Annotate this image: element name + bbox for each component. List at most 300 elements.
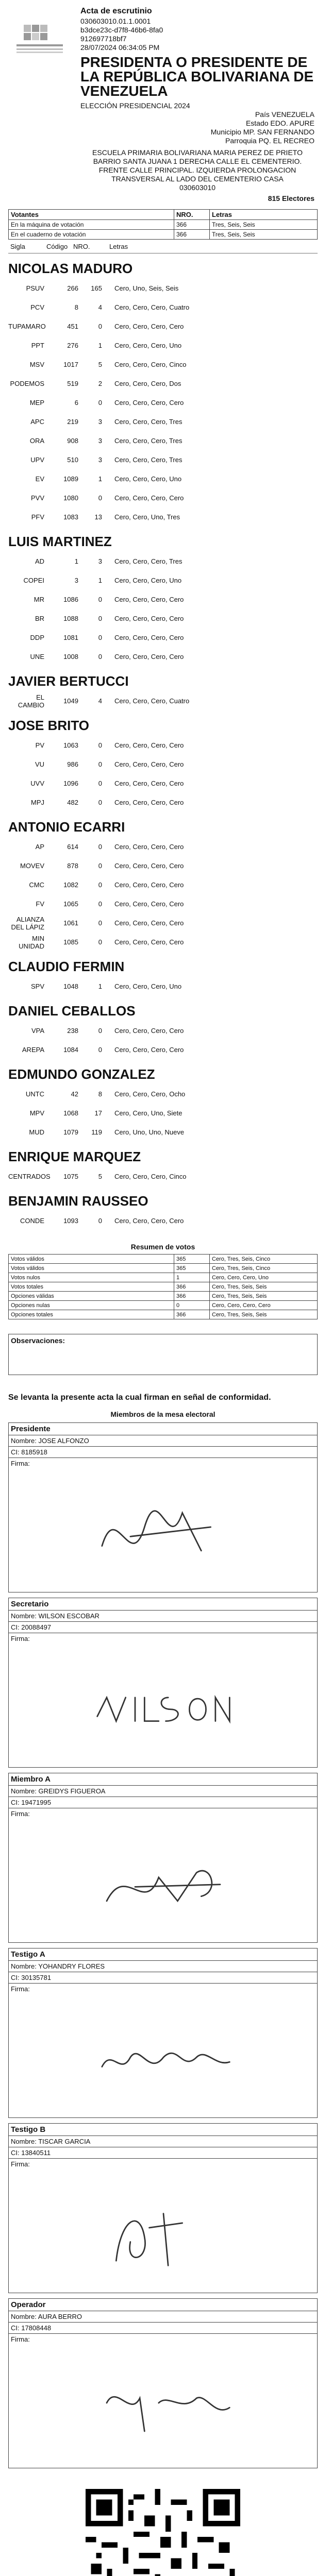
party-votes-letras: Cero, Cero, Cero, Cero [114, 1046, 184, 1054]
party-sigla: ALIANZA DEL LÁPIZ [11, 915, 44, 931]
party-votes-letras: Cero, Cero, Cero, Cinco [114, 1173, 187, 1180]
party-votes: 4 [98, 303, 102, 311]
col-nro: NRO. [174, 210, 210, 220]
party-votes-letras: Cero, Cero, Cero, Cero [114, 862, 184, 870]
member-name: Nombre: YOHANDRY FLORES [9, 1961, 317, 1972]
party-sigla: PODEMOS [10, 380, 44, 387]
member-card [8, 1773, 318, 1943]
party-votes: 3 [98, 456, 102, 464]
party-vote-row [8, 793, 318, 812]
party-votes-letras: Cero, Cero, Cero, Cero [114, 653, 184, 660]
candidate-name: JOSE BRITO [8, 718, 90, 733]
party-code: 1065 [63, 900, 78, 908]
party-votes-letras: Cero, Cero, Cero, Cero [114, 779, 184, 787]
col-letras: Letras [210, 210, 318, 220]
party-sigla: MUD [29, 1128, 44, 1136]
col-votantes: Votantes [9, 210, 174, 220]
party-votes-letras: Cero, Cero, Cero, Cuatro [114, 697, 190, 705]
acta-hash-1: b3dce23c-d7f8-46b6-8fa0 [80, 26, 163, 34]
party-vote-row [8, 1123, 318, 1142]
party-code: 878 [67, 862, 78, 870]
party-vote-row [8, 298, 318, 317]
party-vote-row [8, 488, 318, 507]
member-role: Testigo B [9, 2124, 317, 2136]
qr-code [86, 2489, 240, 2576]
member-role: Miembro A [9, 1773, 317, 1786]
party-sigla: MEP [29, 399, 44, 406]
country: País VENEZUELA [255, 110, 314, 118]
party-votes: 1 [98, 342, 102, 349]
party-votes: 0 [98, 596, 102, 603]
firma-label: Firma: [11, 1635, 30, 1642]
party-vote-row [8, 894, 318, 913]
party-votes: 1 [98, 577, 102, 584]
handwritten-signature [81, 2346, 246, 2460]
voters-table [8, 209, 318, 240]
party-vote-row [8, 590, 318, 609]
party-vote-row [8, 933, 318, 952]
party-code: 8 [74, 303, 78, 311]
party-votes: 4 [98, 697, 102, 705]
party-sigla: EV [35, 475, 44, 483]
party-vote-row [8, 450, 318, 469]
party-code: 1048 [63, 982, 78, 990]
col-letras-votes: Letras [109, 242, 128, 250]
party-vote-row [8, 1211, 318, 1230]
party-votes: 13 [94, 513, 102, 521]
party-votes: 3 [98, 557, 102, 565]
party-code: 614 [67, 843, 78, 851]
party-code: 482 [67, 799, 78, 806]
center-code: 030603010 [179, 183, 216, 192]
party-votes-letras: Cero, Cero, Cero, Tres [114, 437, 182, 445]
party-votes-letras: Cero, Cero, Cero, Cero [114, 323, 184, 330]
candidates-column-header [8, 240, 318, 253]
member-card [8, 1948, 318, 2118]
member-role: Presidente [9, 1423, 317, 1435]
summary-label: Votos nulos [9, 1273, 174, 1282]
party-votes-letras: Cero, Cero, Cero, Uno [114, 475, 182, 483]
acta-page [8, 0, 318, 2576]
party-vote-row [8, 412, 318, 431]
party-vote-row [8, 1021, 318, 1040]
party-sigla: BR [35, 615, 44, 622]
party-code: 1061 [63, 919, 78, 927]
party-votes-letras: Cero, Cero, Cero, Cero [114, 596, 184, 603]
party-code: 1008 [63, 653, 78, 660]
party-sigla: MPV [29, 1109, 44, 1117]
summary-label: Opciones válidas [9, 1292, 174, 1301]
signature-area [9, 2159, 317, 2293]
party-votes: 0 [98, 399, 102, 406]
party-code: 1084 [63, 1046, 78, 1054]
party-votes: 3 [98, 418, 102, 426]
party-votes-letras: Cero, Cero, Cero, Uno [114, 982, 182, 990]
party-votes-letras: Cero, Cero, Cero, Cero [114, 843, 184, 851]
party-code: 1049 [63, 697, 78, 705]
state: Estado EDO. APURE [245, 119, 314, 127]
party-vote-row [8, 317, 318, 336]
party-code: 3 [74, 577, 78, 584]
handwritten-signature [81, 1470, 246, 1584]
party-votes-letras: Cero, Cero, Cero, Cero [114, 399, 184, 406]
handwritten-signature [81, 2171, 246, 2284]
member-ci: CI: 13840511 [9, 2147, 317, 2159]
party-sigla: APC [30, 418, 44, 426]
party-sigla: MPJ [31, 799, 44, 806]
party-code: 986 [67, 760, 78, 768]
party-code: 1075 [63, 1173, 78, 1180]
summary-letras: Cero, Tres, Seis, Seis [210, 1282, 318, 1292]
candidate-name: NICOLAS MADURO [8, 261, 133, 276]
party-votes: 1 [98, 475, 102, 483]
party-code: 908 [67, 437, 78, 445]
party-votes: 0 [98, 615, 102, 622]
party-vote-row [8, 1167, 318, 1186]
signature-area [9, 1458, 317, 1592]
municipality: Municipio MP. SAN FERNANDO [210, 128, 314, 136]
party-vote-row [8, 837, 318, 856]
voting-center: ESCUELA PRIMARIA BOLIVARIANA MARIA PEREZ DE PRIETO BARRIO SANTA JUANA 1 DERECHA CALLE EL CEMENTERIO. FRENTE CALLE PRINCIPAL. IZQUIERDA PROLONGACION TRANSVERSAL AL LADO DEL CEMENTERIO CASA [92, 148, 303, 183]
election-name: ELECCIÓN PRESIDENCIAL 2024 [80, 101, 190, 110]
member-role: Secretario [9, 1598, 317, 1611]
party-votes-letras: Cero, Cero, Cero, Cero [114, 760, 184, 768]
party-sigla: DDP [30, 634, 44, 641]
electors-count: 815 Electores [268, 194, 314, 202]
signature-area [9, 2334, 317, 2468]
member-card [8, 1598, 318, 1768]
summary-row [9, 1273, 318, 1282]
party-votes-letras: Cero, Cero, Cero, Cero [114, 799, 184, 806]
party-code: 1068 [63, 1109, 78, 1117]
summary-row [9, 1301, 318, 1310]
party-sigla: PPT [31, 342, 44, 349]
party-sigla: TUPAMARO [8, 323, 46, 330]
party-sigla: PVV [30, 494, 44, 502]
summary-nro: 0 [174, 1301, 210, 1310]
party-votes: 165 [91, 284, 102, 292]
party-vote-row [8, 691, 318, 710]
summary-row [9, 1264, 318, 1273]
party-sigla: UNE [30, 653, 44, 660]
party-votes: 2 [98, 380, 102, 387]
party-sigla: UNTC [25, 1090, 44, 1098]
party-vote-row [8, 374, 318, 393]
candidate-name: ENRIQUE MARQUEZ [8, 1149, 141, 1164]
party-sigla: AP [35, 843, 44, 851]
party-votes: 0 [98, 1217, 102, 1225]
summary-letras: Cero, Tres, Seis, Seis [210, 1310, 318, 1319]
summary-table [8, 1254, 318, 1319]
party-votes: 0 [98, 900, 102, 908]
party-votes: 8 [98, 1090, 102, 1098]
party-sigla: AREPA [22, 1046, 44, 1054]
party-votes-letras: Cero, Cero, Cero, Uno [114, 342, 182, 349]
party-votes: 0 [98, 494, 102, 502]
party-vote-row [8, 469, 318, 488]
party-votes-letras: Cero, Cero, Cero, Cero [114, 938, 184, 946]
summary-label: Votos válidos [9, 1264, 174, 1273]
firma-label: Firma: [11, 1460, 30, 1467]
party-sigla: UPV [30, 456, 44, 464]
member-role: Testigo A [9, 1948, 317, 1961]
party-votes-letras: Cero, Cero, Uno, Siete [114, 1109, 182, 1117]
firma-label: Firma: [11, 1810, 30, 1818]
cne-logo-icon [11, 22, 68, 63]
party-vote-row [8, 507, 318, 527]
candidate-name: LUIS MARTINEZ [8, 534, 112, 549]
party-votes: 0 [98, 799, 102, 806]
party-vote-row [8, 774, 318, 793]
party-code: 1083 [63, 513, 78, 521]
party-votes: 119 [91, 1128, 102, 1136]
summary-row [9, 1292, 318, 1301]
signature-area [9, 1984, 317, 2117]
member-card [8, 1422, 318, 1592]
party-sigla: PCV [30, 303, 44, 311]
party-votes: 0 [98, 1046, 102, 1054]
signature-area [9, 1633, 317, 1767]
firma-label: Firma: [11, 2335, 30, 2343]
party-sigla: MOVEV [20, 862, 44, 870]
party-code: 1079 [63, 1128, 78, 1136]
party-code: 1093 [63, 1217, 78, 1225]
party-vote-row [8, 875, 318, 894]
party-votes-letras: Cero, Uno, Uno, Nueve [114, 1128, 185, 1136]
party-votes-letras: Cero, Cero, Cero, Ocho [114, 1090, 186, 1098]
party-votes: 0 [98, 881, 102, 889]
summary-letras: Cero, Cero, Cero, Uno [210, 1273, 318, 1282]
handwritten-signature [81, 1821, 246, 1934]
party-code: 266 [67, 284, 78, 292]
party-vote-row [8, 1084, 318, 1104]
party-code: 510 [67, 456, 78, 464]
parish: Parroquia PQ. EL RECREO [225, 137, 314, 145]
header-text-block [68, 6, 314, 203]
party-code: 1080 [63, 494, 78, 502]
party-sigla: CENTRADOS [8, 1173, 51, 1180]
party-vote-row [8, 977, 318, 996]
party-votes-letras: Cero, Uno, Seis, Seis [114, 284, 179, 292]
party-sigla: MR [34, 596, 44, 603]
party-votes: 0 [98, 653, 102, 660]
member-name: Nombre: AURA BERRO [9, 2311, 317, 2323]
candidate-name: ANTONIO ECARRI [8, 819, 125, 835]
party-votes: 0 [98, 843, 102, 851]
party-votes-letras: Cero, Cero, Cero, Cero [114, 634, 184, 641]
party-vote-row [8, 736, 318, 755]
party-code: 1063 [63, 741, 78, 749]
summary-nro: 366 [174, 1292, 210, 1301]
member-name: Nombre: WILSON ESCOBAR [9, 1611, 317, 1622]
summary-row [9, 1255, 318, 1264]
party-votes: 5 [98, 361, 102, 368]
party-code: 1082 [63, 881, 78, 889]
acta-header [8, 4, 318, 206]
party-vote-row [8, 609, 318, 628]
summary-nro: 365 [174, 1264, 210, 1273]
voters-row2-nro: 366 [174, 230, 210, 240]
party-votes-letras: Cero, Cero, Cero, Cero [114, 900, 184, 908]
summary-letras: Cero, Tres, Seis, Seis [210, 1292, 318, 1301]
party-sigla: SPV [30, 982, 44, 990]
acta-hash-2: 912697718bf7 [80, 35, 127, 43]
member-ci: CI: 8185918 [9, 1447, 317, 1458]
party-sigla: VPA [31, 1027, 44, 1035]
acta-code: 030603010.01.1.0001 [80, 17, 151, 25]
party-votes-letras: Cero, Cero, Cero, Tres [114, 418, 182, 426]
party-sigla: PSUV [26, 284, 44, 292]
party-code: 1089 [63, 475, 78, 483]
party-code: 238 [67, 1027, 78, 1035]
party-sigla: VU [35, 760, 44, 768]
party-votes-letras: Cero, Cero, Uno, Tres [114, 513, 180, 521]
party-votes: 0 [98, 919, 102, 927]
party-votes: 0 [98, 862, 102, 870]
member-ci: CI: 30135781 [9, 1972, 317, 1984]
signature-area [9, 1808, 317, 1942]
party-votes: 0 [98, 760, 102, 768]
voters-row1-nro: 366 [174, 220, 210, 230]
candidate-name: BENJAMIN RAUSSEO [8, 1193, 148, 1209]
summary-label: Opciones nulas [9, 1301, 174, 1310]
party-votes: 0 [98, 1027, 102, 1035]
acta-datetime: 28/07/2024 06:34:05 PM [80, 43, 160, 52]
party-votes-letras: Cero, Cero, Cero, Tres [114, 557, 182, 565]
party-votes-letras: Cero, Cero, Cero, Cinco [114, 361, 187, 368]
party-votes-letras: Cero, Cero, Cero, Cero [114, 919, 184, 927]
firma-label: Firma: [11, 1985, 30, 1993]
summary-row [9, 1282, 318, 1292]
party-code: 1017 [63, 361, 78, 368]
party-votes: 1 [98, 982, 102, 990]
party-code: 6 [74, 399, 78, 406]
party-sigla: FV [36, 900, 44, 908]
party-sigla: CMC [29, 881, 44, 889]
candidate-name: EDMUNDO GONZALEZ [8, 1066, 155, 1082]
party-sigla: MIN UNIDAD [19, 934, 44, 950]
party-sigla: ORA [29, 437, 44, 445]
col-sigla: Sigla [10, 242, 25, 250]
candidates-list [8, 253, 318, 1230]
acta-title: Acta de escrutinio [80, 7, 152, 15]
member-card [8, 2123, 318, 2293]
party-sigla: CONDE [20, 1217, 44, 1225]
party-code: 1085 [63, 938, 78, 946]
party-sigla: UVV [30, 779, 44, 787]
party-sigla: PFV [31, 513, 44, 521]
col-nro-votes: NRO. [73, 242, 90, 250]
voters-row2-label: En el cuaderno de votación [9, 230, 174, 240]
member-name: Nombre: GREIDYS FIGUEROA [9, 1786, 317, 1797]
summary-letras: Cero, Tres, Seis, Cinco [210, 1255, 318, 1264]
member-role: Operador [9, 2299, 317, 2311]
party-sigla: COPEI [23, 577, 44, 584]
summary-nro: 1 [174, 1273, 210, 1282]
party-vote-row [8, 1104, 318, 1123]
party-sigla: AD [35, 557, 44, 565]
party-vote-row [8, 571, 318, 590]
party-votes-letras: Cero, Cero, Cero, Cero [114, 1027, 184, 1035]
handwritten-signature [81, 1996, 246, 2109]
member-ci: CI: 17808448 [9, 2323, 317, 2334]
candidate-name: DANIEL CEBALLOS [8, 1003, 136, 1019]
party-votes-letras: Cero, Cero, Cero, Uno [114, 577, 182, 584]
party-code: 1088 [63, 615, 78, 622]
party-code: 1 [74, 557, 78, 565]
voters-row1-label: En la máquina de votación [9, 220, 174, 230]
election-main-title: PRESIDENTA O PRESIDENTE DE LA REPÚBLICA BOLIVARIANA DE VENEZUELA [80, 54, 314, 99]
party-votes-letras: Cero, Cero, Cero, Cero [114, 494, 184, 502]
candidate-name: CLAUDIO FERMIN [8, 959, 125, 974]
party-votes: 5 [98, 1173, 102, 1180]
members-list [8, 1422, 318, 2468]
summary-title: Resumen de votos [130, 1243, 195, 1251]
party-code: 42 [71, 1090, 78, 1098]
party-votes: 3 [98, 437, 102, 445]
party-vote-row [8, 336, 318, 355]
member-name: Nombre: JOSE ALFONZO [9, 1435, 317, 1447]
party-code: 1096 [63, 779, 78, 787]
party-vote-row [8, 279, 318, 298]
party-vote-row [8, 913, 318, 933]
party-code: 1081 [63, 634, 78, 641]
party-code: 1086 [63, 596, 78, 603]
firma-label: Firma: [11, 2160, 30, 2168]
party-votes-letras: Cero, Cero, Cero, Cero [114, 881, 184, 889]
members-title: Miembros de la mesa electoral [110, 1410, 215, 1418]
member-ci: CI: 20088497 [9, 1622, 317, 1633]
party-vote-row [8, 856, 318, 875]
summary-letras: Cero, Tres, Seis, Cinco [210, 1264, 318, 1273]
member-ci: CI: 19471995 [9, 1797, 317, 1808]
summary-nro: 365 [174, 1255, 210, 1264]
party-vote-row [8, 1040, 318, 1059]
col-codigo: Código [46, 242, 68, 250]
summary-row [9, 1310, 318, 1319]
summary-label: Votos totales [9, 1282, 174, 1292]
party-votes-letras: Cero, Cero, Cero, Cero [114, 615, 184, 622]
party-votes: 17 [94, 1109, 102, 1117]
candidate-name: JAVIER BERTUCCI [8, 673, 129, 689]
signed-statement: Se levanta la presente acta la cual firman en señal de conformidad. [8, 1393, 271, 1402]
party-vote-row [8, 431, 318, 450]
party-votes: 0 [98, 634, 102, 641]
party-code: 519 [67, 380, 78, 387]
party-vote-row [8, 628, 318, 647]
summary-label: Opciones totales [9, 1310, 174, 1319]
party-vote-row [8, 355, 318, 374]
summary-letras: Cero, Cero, Cero, Cero [210, 1301, 318, 1310]
party-votes-letras: Cero, Cero, Cero, Cero [114, 1217, 184, 1225]
summary-nro: 366 [174, 1310, 210, 1319]
party-votes: 0 [98, 323, 102, 330]
party-votes-letras: Cero, Cero, Cero, Tres [114, 456, 182, 464]
party-sigla: MSV [29, 361, 44, 368]
party-code: 451 [67, 323, 78, 330]
summary-label: Votos válidos [9, 1255, 174, 1264]
party-vote-row [8, 552, 318, 571]
observations-label: Observaciones: [11, 1336, 65, 1345]
party-sigla: EL CAMBIO [18, 693, 44, 709]
member-name: Nombre: TISCAR GARCIA [9, 2136, 317, 2147]
party-votes-letras: Cero, Cero, Cero, Cero [114, 741, 184, 749]
party-code: 276 [67, 342, 78, 349]
party-votes-letras: Cero, Cero, Cero, Dos [114, 380, 181, 387]
party-votes: 0 [98, 938, 102, 946]
party-vote-row [8, 647, 318, 666]
voters-row2-letras: Tres, Seis, Seis [210, 230, 318, 240]
